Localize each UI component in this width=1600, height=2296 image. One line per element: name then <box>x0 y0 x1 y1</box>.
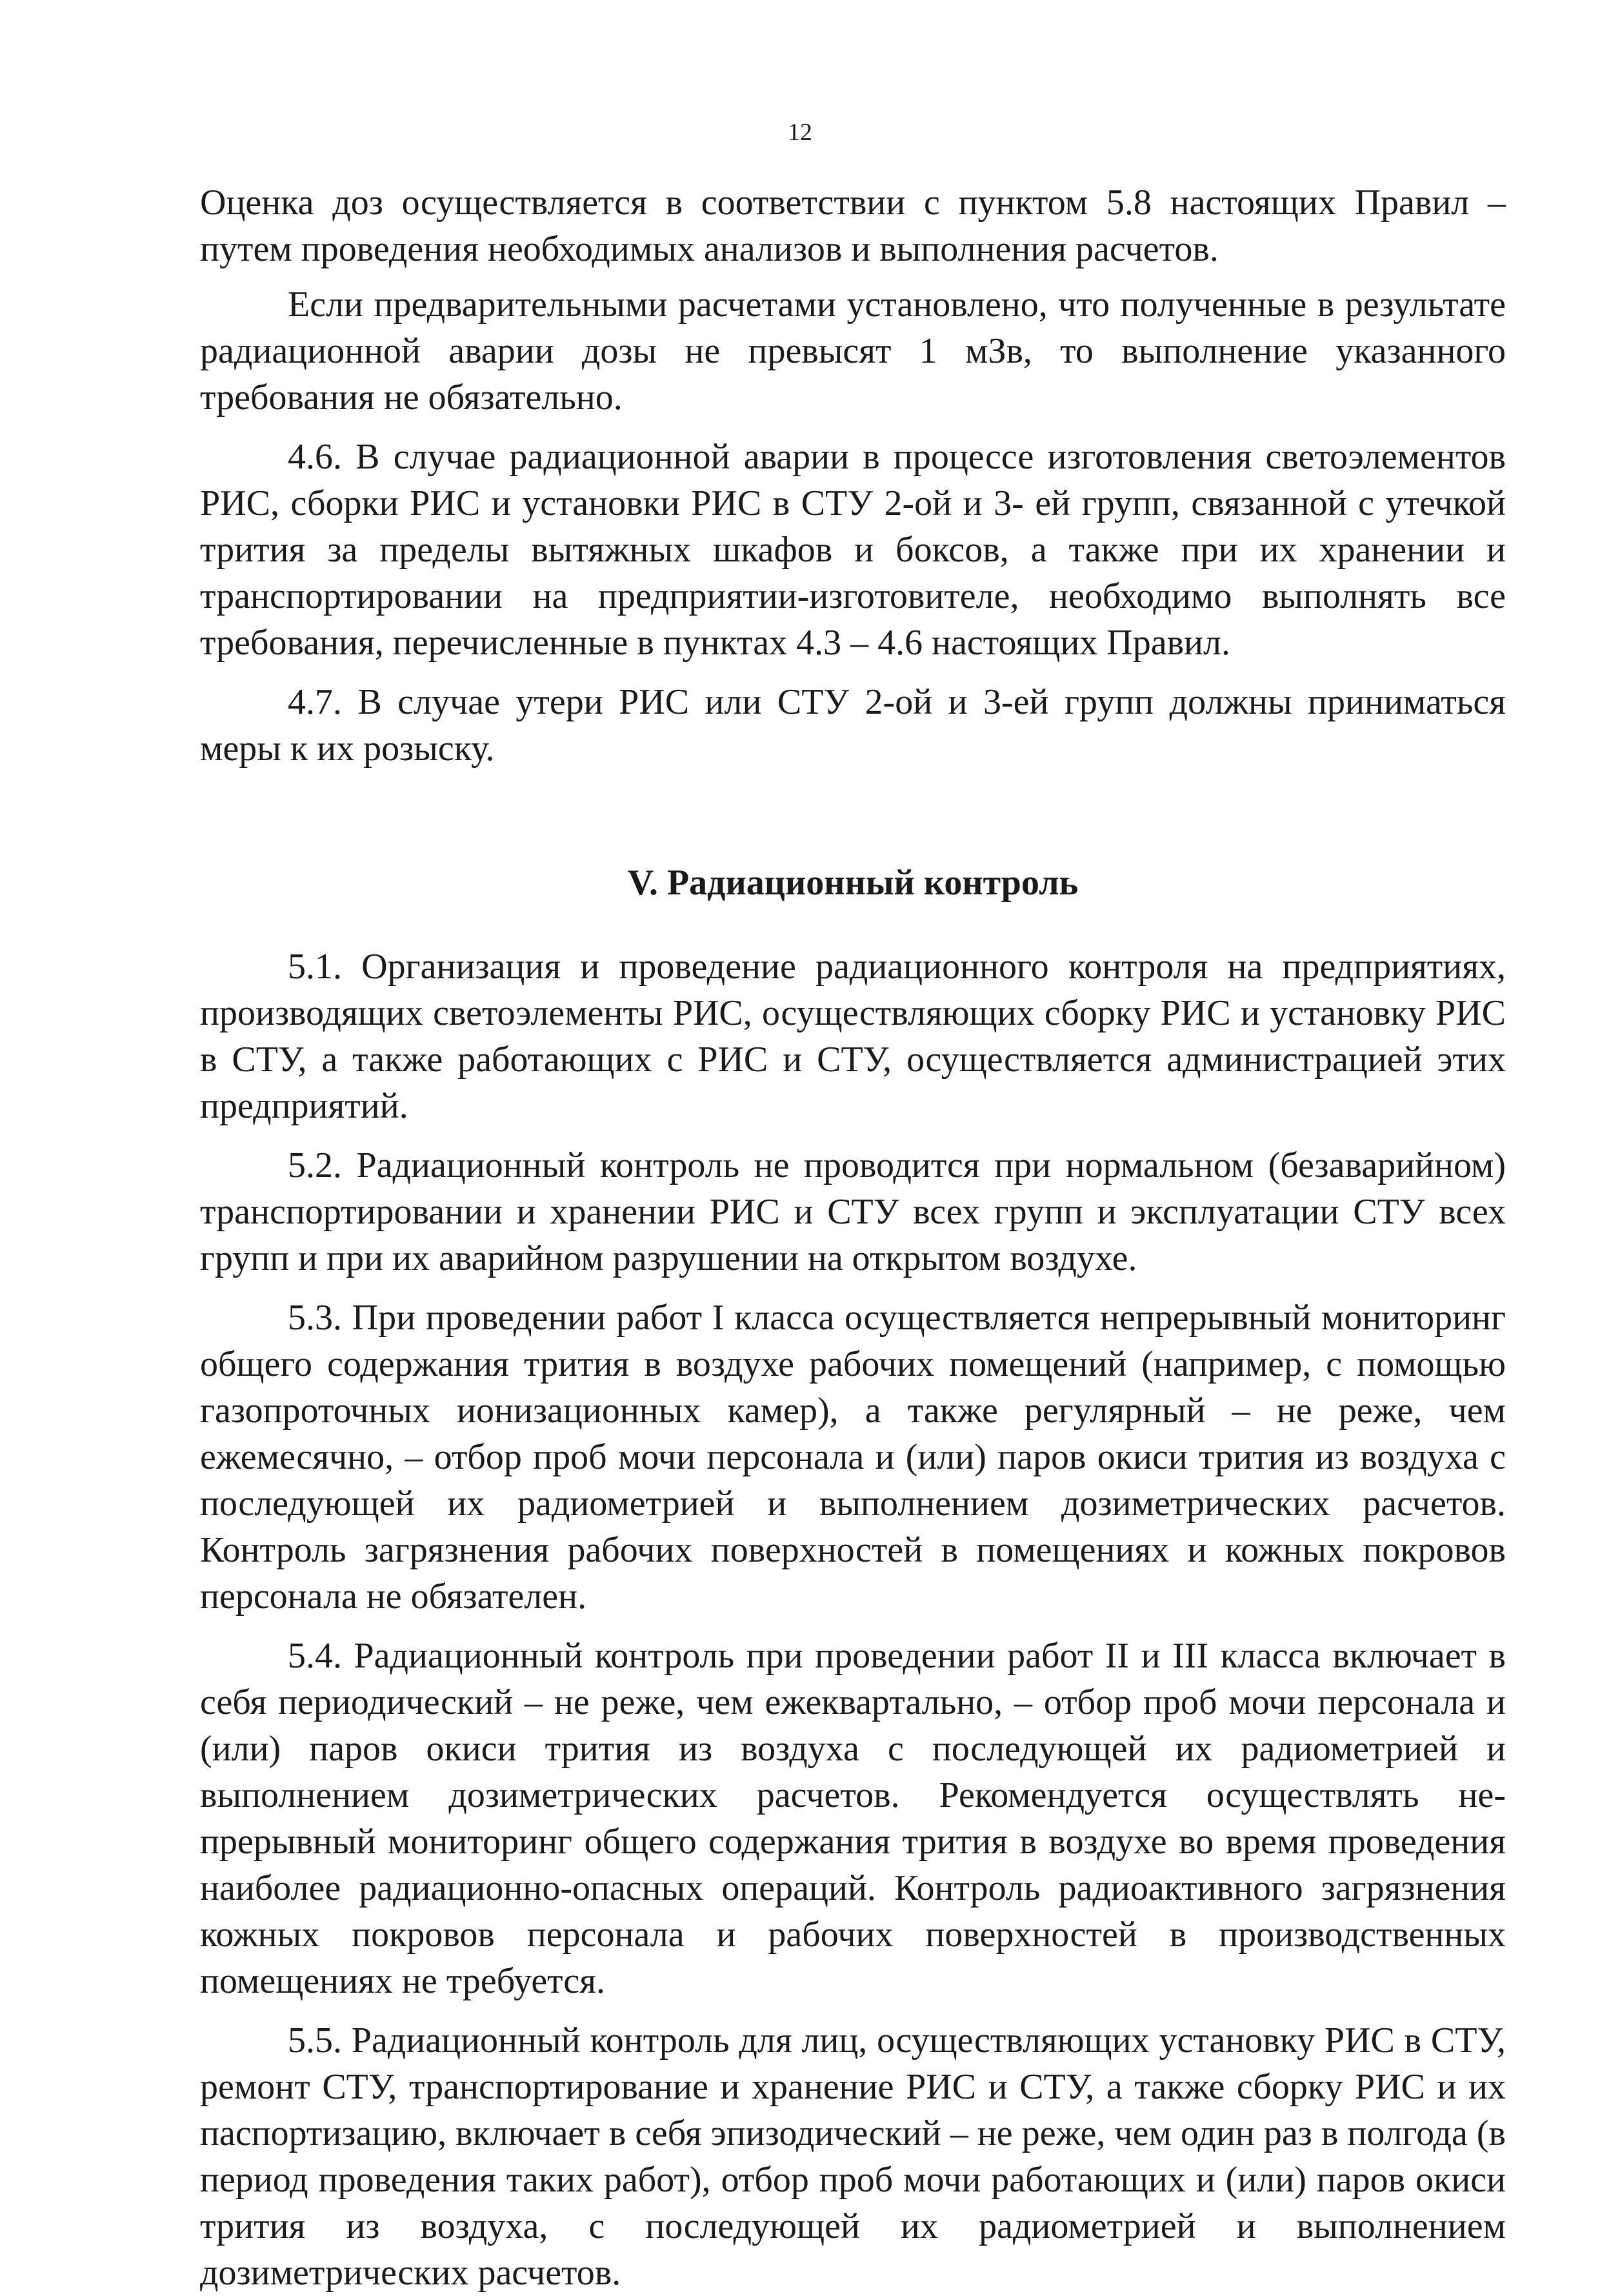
document-body <box>200 179 1506 2296</box>
paragraph-4-5-continuation: Оценка доз осуществляется в соответствии с пунктом 5.8 настоящих Правил – путем проведения необходимых анализов и выполнения расчетов. <box>200 183 1506 269</box>
paragraph-4-5-note: Если предварительными расчетами установлено, что полученные в результате радиационной аварии дозы не превысят 1 мЗв, то выполнение указанного требования не обязательно. <box>200 285 1506 418</box>
paragraph-5-1: 5.1. Организация и проведение радиационного контроля на предприятиях, производящих светоэлементы РИС, осуществляющих сборку РИС и установку РИС в СТУ, а также работающих с РИС и СТУ, осуществляется администрацией этих предприятий. <box>200 947 1506 1126</box>
paragraph-5-4: 5.4. Радиационный контроль при проведении работ II и III класса включает в себя периодический – не реже, чем ежеквартально, – отбор проб мочи персонала и (или) паров окиси трития из воздуха с последующей их радиометрией и выполнением дозиметрических расчетов. Рекомендуется осуществлять непрерывный мониторинг общего содержания трития в воздухе во время проведения наиболее радиационно-опасных операций. Контроль радиоактивного загрязнения кожных покровов персонала и рабочих поверхностей в производственных помещениях не требуется. <box>200 1636 1506 2001</box>
paragraph-4-6: 4.6. В случае радиационной аварии в процессе изготовления светоэлементов РИС, сборки РИС и установки РИС в СТУ 2-ой и 3- ей групп, связанной с утечкой трития за пределы вытяжных шкафов и боксов, а также при их хранении и транспортировании на предприятии-изготовителе, необходимо выполнять все требования, перечисленные в пунктах 4.3 – 4.6 настоящих Правил. <box>200 437 1506 663</box>
paragraph-5-5: 5.5. Радиационный контроль для лиц, осуществляющих установку РИС в СТУ, ремонт СТУ, транспортирование и хранение РИС и СТУ, а также сборку РИС и их паспортизацию, включает в себя эпизодический – не реже, чем один раз в полгода (в период проведения таких работ), отбор проб мочи работающих и (или) паров окиси трития из воздуха, с последующей их радиометрией и выполнением дозиметрических расчетов. <box>200 2020 1506 2293</box>
paragraph-4-7: 4.7. В случае утери РИС или СТУ 2-ой и 3-ей групп должны приниматься меры к их розыску. <box>200 682 1506 769</box>
paragraph-5-3: 5.3. При проведении работ I класса осуществляется непрерывный мониторинг общего содержания трития в воздухе рабочих помещений (например, с помощью газопроточных ионизационных камер), а также регулярный – не реже, чем ежемесячно, – отбор проб мочи персонала и (или) паров окиси трития из воздуха с последующей их радиометрией и выполнением дозиметрических расчетов. Контроль загрязнения рабочих поверхностей в помещениях и кожных покровов персонала не обязателен. <box>200 1298 1506 1616</box>
page-number: 12 <box>788 119 812 146</box>
section-heading: V. Радиационный контроль <box>627 863 1079 903</box>
paragraph-5-2: 5.2. Радиационный контроль не проводится при нормальном (безаварийном) транспортировании и хранении РИС и СТУ всех групп и эксплуатации СТУ всех групп и при их аварийном разрушении на открытом воздухе. <box>200 1145 1506 1278</box>
